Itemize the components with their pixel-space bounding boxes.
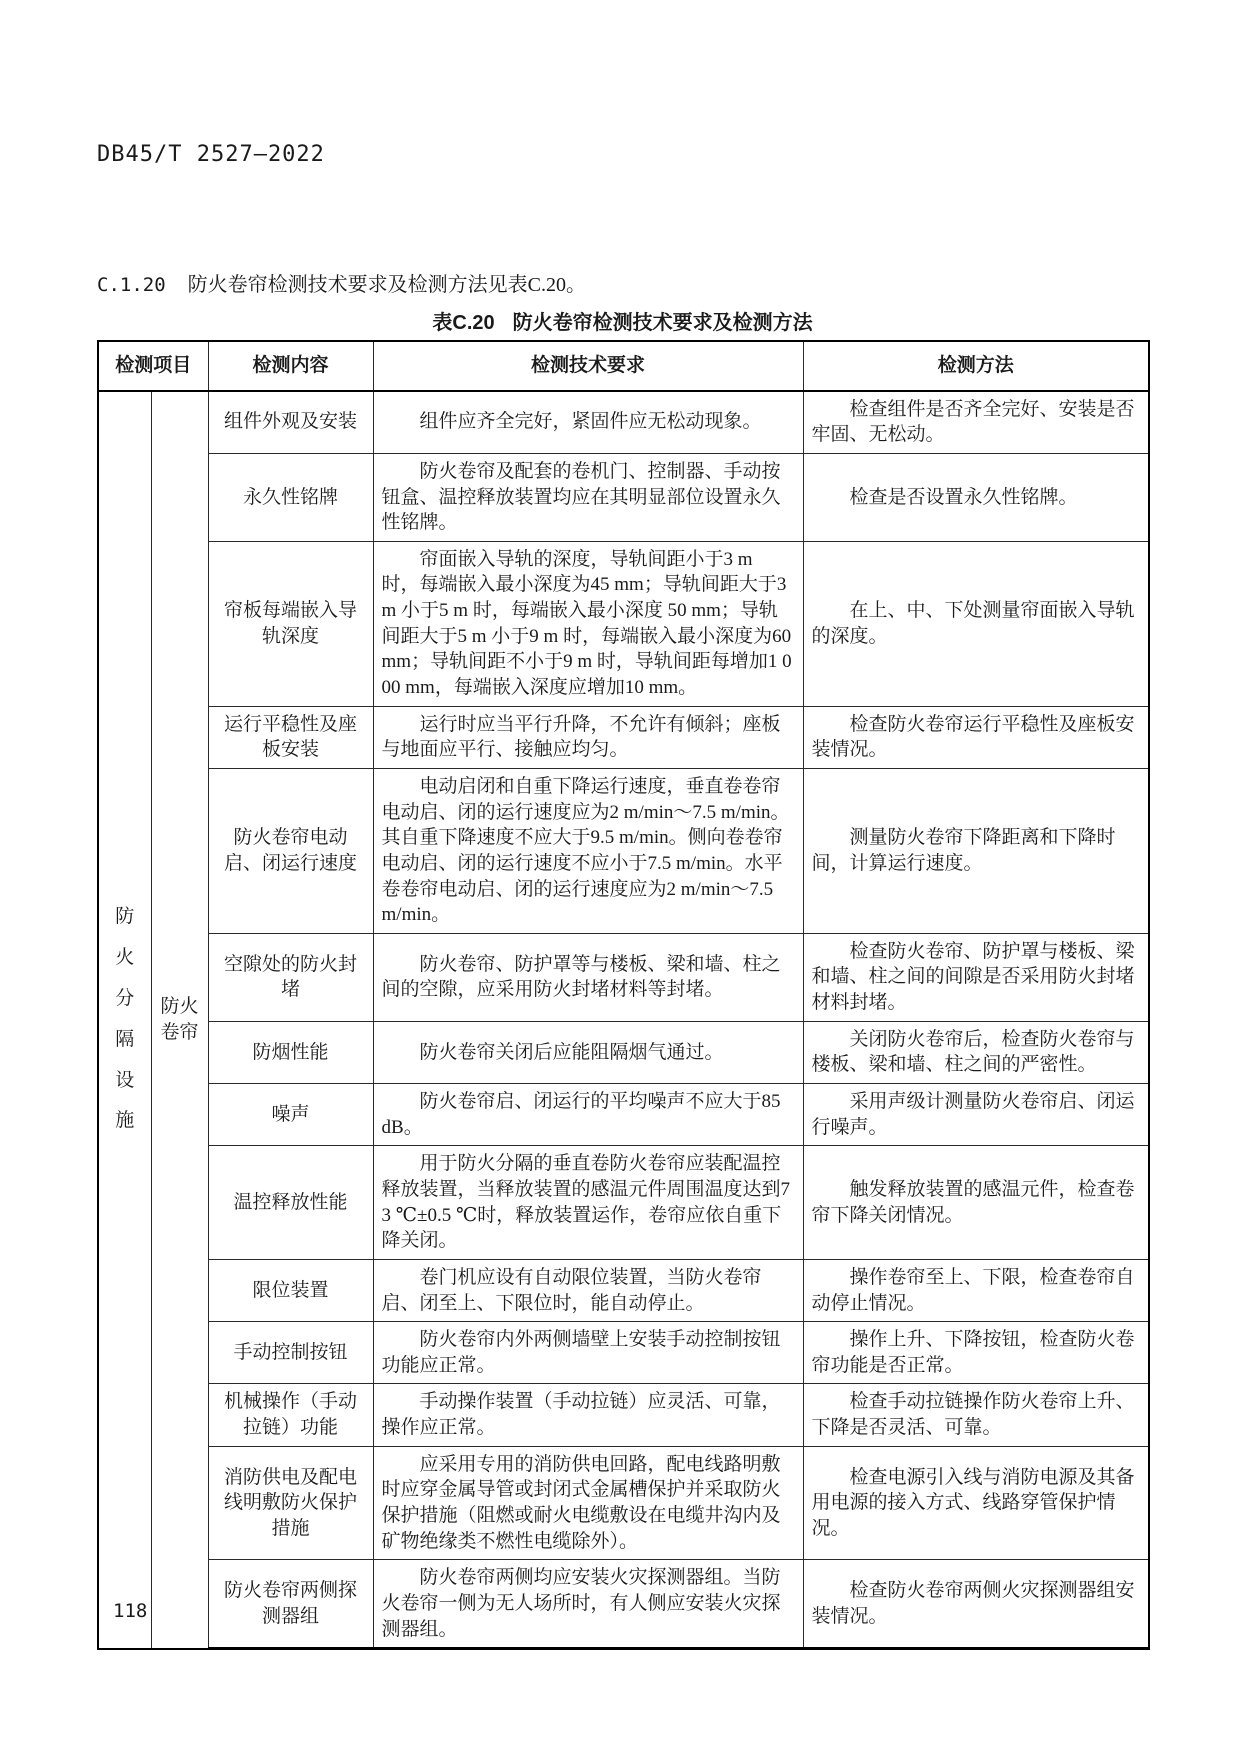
cell-content: 手动控制按钮 [208,1322,373,1384]
cell-requirement: 防火卷帘内外两侧墙壁上安装手动控制按钮功能应正常。 [373,1322,803,1384]
cell-method: 操作上升、下降按钮，检查防火卷帘功能是否正常。 [803,1322,1149,1384]
item-group-cell [98,391,151,1649]
cell-content: 空隙处的防火封堵 [208,933,373,1021]
cell-content: 防火卷帘两侧探测器组 [208,1560,373,1649]
item-sub-cell [151,391,208,1649]
cell-requirement: 防火卷帘及配套的卷机门、控制器、手动按钮盒、温控释放装置均应在其明显部位设置永久性铭牌。 [373,453,803,541]
cell-requirement: 手动操作装置（手动拉链）应灵活、可靠，操作应正常。 [373,1384,803,1446]
cell-requirement: 用于防火分隔的垂直卷防火卷帘应装配温控释放装置，当释放装置的感温元件周围温度达到73 ℃±0.5 ℃时，释放装置运作，卷帘应依自重下降关闭。 [373,1146,803,1260]
cell-content: 防烟性能 [208,1021,373,1083]
item-group-cell-label: 防火分隔设施 [115,906,135,1132]
cell-method: 检查防火卷帘、防护罩与楼板、梁和墙、柱之间的间隙是否采用防火封堵材料封堵。 [803,933,1149,1021]
cell-content: 运行平稳性及座板安装 [208,706,373,768]
page-number: 118 [113,1600,148,1622]
clause-number: C.1.20 [97,274,166,296]
cell-requirement: 防火卷帘启、闭运行的平均噪声不应大于85 dB。 [373,1084,803,1146]
cell-content: 帘板每端嵌入导轨深度 [208,541,373,706]
cell-requirement: 运行时应当平行升降，不允许有倾斜；座板与地面应平行、接触应均匀。 [373,706,803,768]
table-row [98,453,1149,541]
table-caption-label: 表C.20 [432,312,495,334]
cell-method: 检查电源引入线与消防电源及其备用电源的接入方式、线路穿管保护情况。 [803,1446,1149,1560]
table-row [98,541,1149,706]
table-row [98,706,1149,768]
cell-requirement: 组件应齐全完好，紧固件应无松动现象。 [373,391,803,454]
header-content: 检测内容 [208,341,373,391]
cell-content: 防火卷帘电动启、闭运行速度 [208,768,373,933]
cell-requirement: 防火卷帘两侧均应安装火灾探测器组。当防火卷帘一侧为无人场所时，有人侧应安装火灾探测器组。 [373,1560,803,1649]
table-row [98,933,1149,1021]
table-row [98,391,1149,454]
cell-method: 检查组件是否齐全完好、安装是否牢固、无松动。 [803,391,1149,454]
cell-requirement: 防火卷帘、防护罩等与楼板、梁和墙、柱之间的空隙，应采用防火封堵材料等封堵。 [373,933,803,1021]
table-row [98,1146,1149,1260]
header-method: 检测方法 [803,341,1149,391]
table-row [98,1446,1149,1560]
cell-content: 噪声 [208,1084,373,1146]
cell-content: 消防供电及配电线明敷防火保护措施 [208,1446,373,1560]
table-caption-title: 防火卷帘检测技术要求及检测方法 [512,312,813,334]
table-body [98,391,1149,1649]
clause-text: 防火卷帘检测技术要求及检测方法见表C.20。 [187,274,586,296]
standard-code: DB45/T 2527—2022 [97,142,325,167]
cell-method: 关闭防火卷帘后，检查防火卷帘与楼板、梁和墙、柱之间的严密性。 [803,1021,1149,1083]
cell-method: 在上、中、下处测量帘面嵌入导轨的深度。 [803,541,1149,706]
cell-method: 检查防火卷帘运行平稳性及座板安装情况。 [803,706,1149,768]
inspection-table [97,340,1150,1650]
cell-content: 温控释放性能 [208,1146,373,1260]
cell-requirement: 卷门机应设有自动限位装置，当防火卷帘启、闭至上、下限位时，能自动停止。 [373,1259,803,1321]
cell-method: 触发释放装置的感温元件，检查卷帘下降关闭情况。 [803,1146,1149,1260]
cell-method: 检查是否设置永久性铭牌。 [803,453,1149,541]
cell-requirement: 应采用专用的消防供电回路，配电线路明敷时应穿金属导管或封闭式金属槽保护并采取防火保护措施（阻燃或耐火电缆敷设在电缆井沟内及矿物绝缘类不燃性电缆除外）。 [373,1446,803,1560]
table-row [98,1084,1149,1146]
table-row [98,1021,1149,1083]
table-row [98,1322,1149,1384]
cell-method: 测量防火卷帘下降距离和下降时间，计算运行速度。 [803,768,1149,933]
item-sub-cell-label: 防火卷帘 [160,996,199,1043]
cell-method: 采用声级计测量防火卷帘启、闭运行噪声。 [803,1084,1149,1146]
cell-method: 检查手动拉链操作防火卷帘上升、下降是否灵活、可靠。 [803,1384,1149,1446]
table-row [98,768,1149,933]
table-row [98,1560,1149,1649]
cell-content: 机械操作（手动拉链）功能 [208,1384,373,1446]
cell-content: 限位装置 [208,1259,373,1321]
cell-requirement: 防火卷帘关闭后应能阻隔烟气通过。 [373,1021,803,1083]
cell-content: 组件外观及安装 [208,391,373,454]
cell-method: 操作卷帘至上、下限，检查卷帘自动停止情况。 [803,1259,1149,1321]
cell-content: 永久性铭牌 [208,453,373,541]
table-row [98,1259,1149,1321]
header-requirement: 检测技术要求 [373,341,803,391]
cell-requirement: 帘面嵌入导轨的深度，导轨间距小于3 m 时，每端嵌入最小深度为45 mm；导轨间距大于3 m 小于5 m 时，每端嵌入最小深度 50 mm；导轨间距大于5 m 小于9 m 时，每端嵌入最小深度为60 mm；导轨间距不小于9 m 时，导轨间距每增加1 000 mm，每端嵌入深度应增加10 mm。 [373,541,803,706]
cell-requirement: 电动启闭和自重下降运行速度，垂直卷卷帘电动启、闭的运行速度应为2 m/min～7.5 m/min。其自重下降速度不应大于9.5 m/min。侧向卷卷帘电动启、闭的运行速度不应小于7.5 m/min。水平卷卷帘电动启、闭的运行速度应为2 m/min～7.5 m/min。 [373,768,803,933]
table-caption [97,306,1148,335]
header-row [98,341,1149,391]
cell-method: 检查防火卷帘两侧火灾探测器组安装情况。 [803,1560,1149,1649]
clause-paragraph [97,272,1148,298]
header-item: 检测项目 [98,341,208,391]
table-row [98,1384,1149,1446]
